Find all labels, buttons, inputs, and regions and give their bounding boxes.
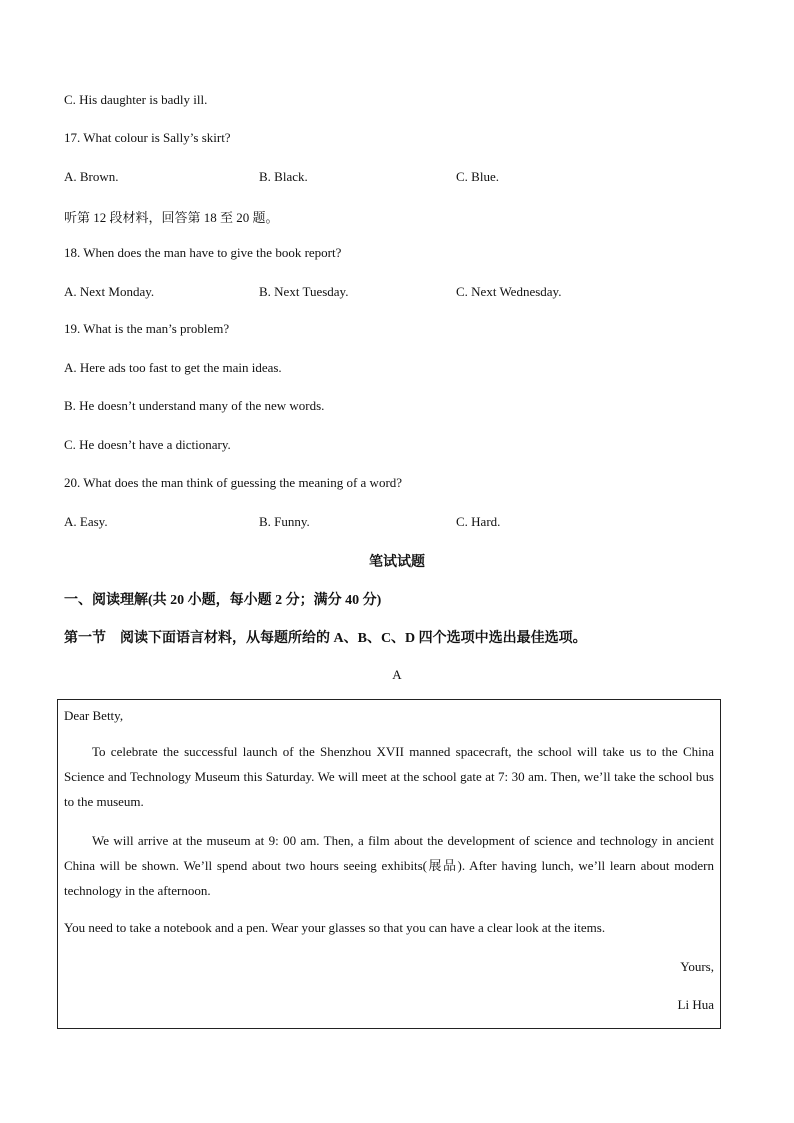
letter-box xyxy=(57,699,721,1029)
q19-option-c: C. He doesn’t have a dictionary. xyxy=(64,437,231,452)
q18-option-c: C. Next Wednesday. xyxy=(456,284,562,299)
q17-option-c: C. Blue. xyxy=(456,169,499,184)
q16-option-c: C. His daughter is badly ill. xyxy=(64,92,208,107)
q18-option-a: A. Next Monday. xyxy=(64,284,155,299)
q18-question: 18. When does the man have to give the book report? xyxy=(64,245,342,260)
q17-option-a: A. Brown. xyxy=(64,169,119,184)
q19-option-b: B. He doesn’t understand many of the new words. xyxy=(64,398,325,413)
letter-signature: Li Hua xyxy=(677,997,714,1012)
q19-question: 19. What is the man’s problem? xyxy=(64,321,230,336)
q17-option-b: B. Black. xyxy=(259,169,308,184)
passage-label: A xyxy=(392,667,402,682)
q20-option-c: C. Hard. xyxy=(456,514,501,529)
letter-greeting: Dear Betty, xyxy=(64,708,124,723)
q20-option-a: A. Easy. xyxy=(64,514,108,529)
letter-paragraph-2: We will arrive at the museum at 9: 00 am. Then, a film about the development of science and technology in ancient China will be shown. We’ll spend about two hours seeing exhibits(展品). After having lunch, we’ll learn about modern technology in the afternoon. xyxy=(64,833,714,898)
q17-question: 17. What colour is Sally’s skirt? xyxy=(64,130,231,145)
q19-option-a: A. Here ads too fast to get the main ideas. xyxy=(64,360,282,375)
q20-option-b: B. Funny. xyxy=(259,514,310,529)
letter-paragraph-3: You need to take a notebook and a pen. Wear your glasses so that you can have a clear look at the items. xyxy=(64,920,606,935)
section1-heading: 一、阅读理解(共 20 小题，每小题 2 分；满分 40 分) xyxy=(64,593,382,608)
written-test-title: 笔试试题 xyxy=(369,555,425,570)
letter-paragraph-1: To celebrate the successful launch of the Shenzhou XVII manned spacecraft, the school will take us to the China Science and Technology Museum this Saturday. We will meet at the school gate at 7: 30 am. Then, we’ll take the school bus to the museum. xyxy=(64,744,714,809)
material-12-intro: 听第 12 段材料，回答第 18 至 20 题。 xyxy=(64,210,279,225)
part1-instruction: 第一节 阅读下面语言材料，从每题所给的 A、B、C、D 四个选项中选出最佳选项。 xyxy=(64,631,587,646)
letter-closing: Yours, xyxy=(680,959,714,974)
q20-question: 20. What does the man think of guessing the meaning of a word? xyxy=(64,475,403,490)
q18-option-b: B. Next Tuesday. xyxy=(259,284,349,299)
